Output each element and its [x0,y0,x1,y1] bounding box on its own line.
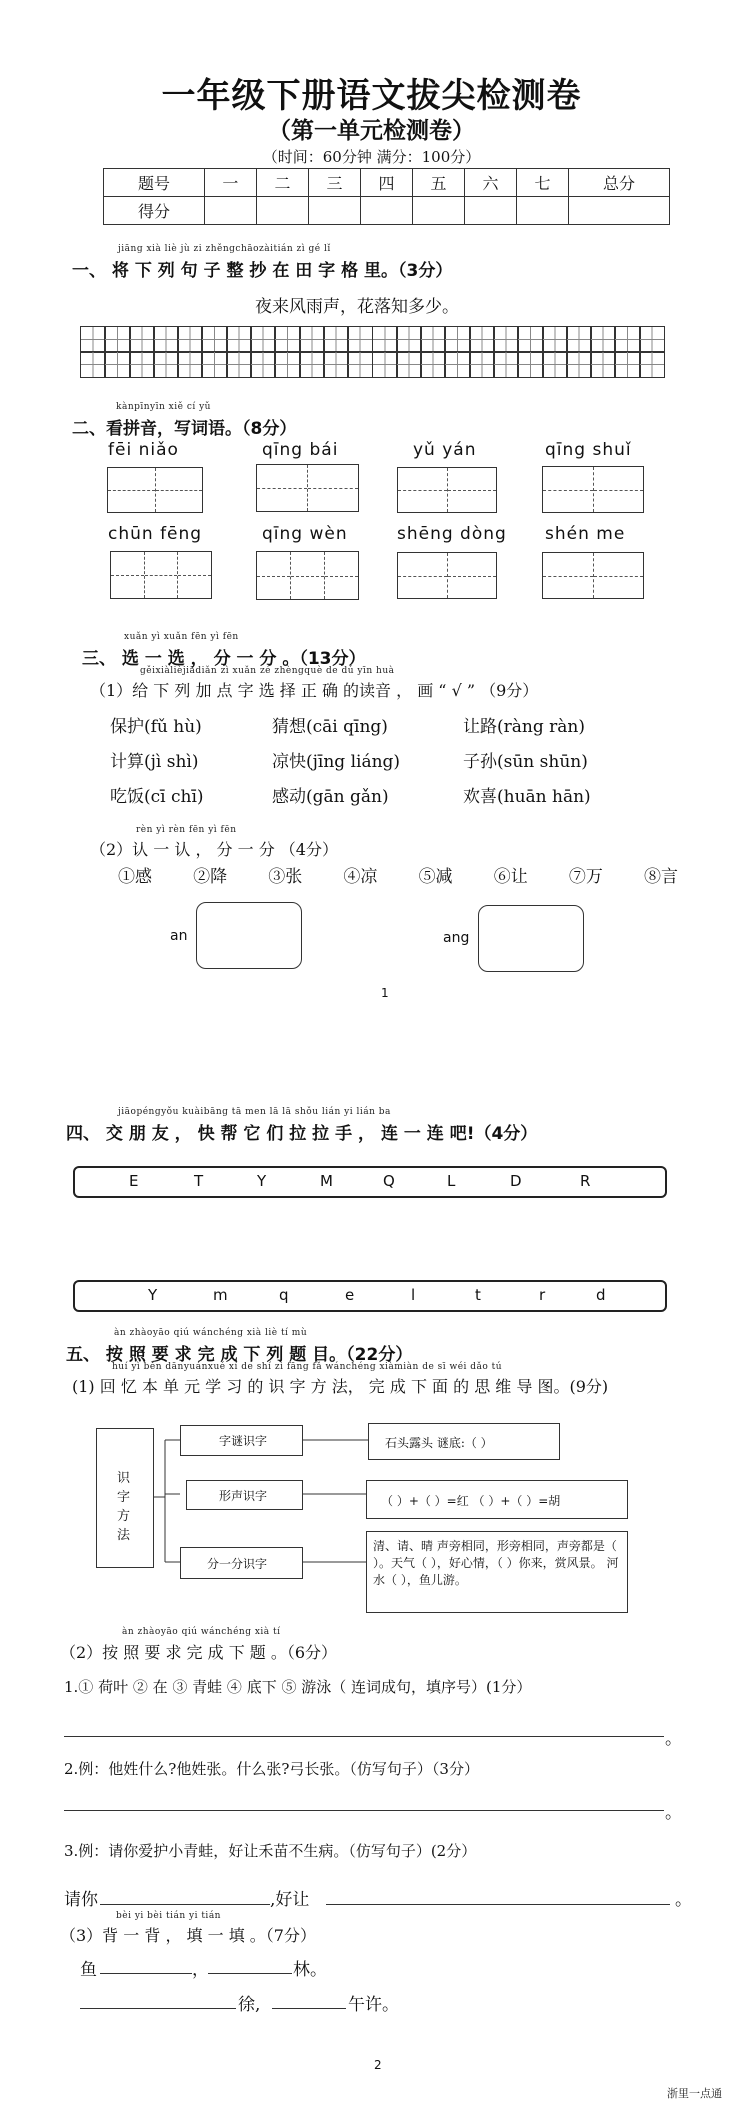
item1-text: 1.① 荷叶 ② 在 ③ 青蛙 ④ 底下 ⑤ 游泳（ 连词成句，填序号）(1分） [64,1678,532,1696]
s4-title: 四、 交 朋 友 ， 快 帮 它 们 拉 拉 手 ， 连 一 连 吧!（4分） [66,1124,538,1144]
character-item: ⑥让 [493,867,528,887]
pinyin-word: qīng wèn [262,524,348,544]
poem-line2-middle: 徐, [238,1995,261,2015]
period: 。 [675,1890,692,1910]
character-item: ④凉 [343,867,378,887]
s1-sentence: 夜来风雨声，花落知多少。 [255,297,459,317]
lowercase-letter[interactable]: q [279,1286,289,1304]
uppercase-letter[interactable]: R [580,1172,591,1190]
mindmap-root-box [96,1428,154,1568]
s3-q1-text: （1）给 下 列 加 点 字 选 择 正 确 的读音 ， 画 “ √ ” （9分） [90,681,539,700]
lowercase-letter[interactable]: m [213,1286,228,1304]
uppercase-letter[interactable]: Y [257,1172,267,1190]
pinyin-word: shēng dòng [397,524,507,544]
s5-pinyin: àn zhàoyāo qiú wánchéng xià liè tí mù [114,1328,308,1338]
answer-line[interactable] [208,1973,292,1974]
character-item: ⑧言 [643,867,678,887]
mindmap-branch-label: 形声识字 [219,1489,268,1503]
pinyin-word: shén me [545,524,626,544]
mindmap-root-label: 识字方法 [117,1471,131,1543]
lowercase-letter[interactable]: Y [148,1286,158,1304]
s1-title: 一、 将 下 列 句 子 整 抄 在 田 字 格 里。（3分） [72,261,453,281]
score-cell: 七 [517,169,569,197]
pinyin-choice[interactable]: 凉快(jīng liáng) [272,752,401,772]
character-item: ①感 [118,867,152,887]
item3-text: 3.例：请你爱护小青蛙，好让禾苗不生病。（仿写句子）(2分） [64,1842,477,1860]
mindmap-answer-box[interactable] [366,1480,628,1519]
pinyin-word: chūn fēng [108,524,203,544]
s3-q2-pinyin: rèn yì rèn fēn yì fēn [136,825,237,835]
answer-line[interactable] [326,1904,670,1905]
mindmap-split-text: 清、请、晴 声旁相同，形旁相同，声旁都是（ ）。天气（ ），好心情，（ ）你来，赏风景。 河水（ ），鱼儿游。 [373,1539,619,1587]
character-item: ⑤减 [418,867,453,887]
mindmap-branch-box [180,1425,303,1456]
mindmap-branch-label: 字谜识字 [219,1434,268,1448]
answer-line[interactable] [100,1973,192,1974]
label-ang: ang [443,930,470,946]
lowercase-letter[interactable]: r [539,1286,546,1304]
uppercase-letter[interactable]: E [129,1172,139,1190]
uppercase-letter[interactable]: T [194,1172,204,1190]
character-item: ⑦万 [568,867,603,887]
score-cell: 二 [256,169,308,197]
s5-q1-text: (1) 回 忆 本 单 元 学 习 的 识 字 方 法， 完 成 下 面 的 思 维 导 图。(9分) [72,1377,609,1396]
poem-line1-comma: ， [192,1960,209,1980]
item2-text: 2.例：他姓什么?他姓张。什么张?弓长张。（仿写句子）（3分） [64,1760,479,1778]
pinyin-word: qīng shuǐ [545,440,632,460]
pinyin-word: qīng bái [262,440,339,460]
label-an: an [170,928,188,944]
mindmap-riddle-text: 石头露头 谜底:（ ） [385,1436,493,1450]
pinyin-choice[interactable]: 感动(gān gǎn) [272,787,389,807]
answer-line[interactable] [100,1904,270,1905]
pinyin-choice[interactable]: 子孙(sūn shūn) [463,752,588,772]
pinyin-word: yǔ yán [413,440,477,460]
character-item: ③张 [268,867,303,887]
mindmap-branch-box [186,1480,303,1510]
mindmap-answer-box[interactable] [368,1423,560,1460]
score-cell: 题号 [104,169,205,197]
pinyin-choice[interactable]: 欢喜(huān hān) [463,787,591,807]
lowercase-letter[interactable]: e [345,1286,355,1304]
s3-q2-text: （2）认 一 认 ， 分 一 分 （4分） [90,840,338,859]
s5-q3-text: （3）背 一 背 ， 填 一 填 。（7分） [60,1926,316,1945]
s5-q1-pinyin: huí yì běn dānyuánxué xí de shí zì fāng fǎ wánchéng xiàmiàn de sī wéi dǎo tú [112,1362,503,1372]
s1-pinyin: jiāng xià liè jù zi zhěngchāozàitián zì gé lǐ [118,244,331,254]
uppercase-letter[interactable]: D [510,1172,522,1190]
time-info: （时间：60分钟 满分：100分） [262,148,481,166]
uppercase-letter[interactable]: Q [383,1172,395,1190]
period: 。 [665,1803,682,1823]
answer-line[interactable] [64,1810,664,1811]
answer-line[interactable] [272,2008,346,2009]
s2-pinyin: kànpīnyīn xiě cí yǔ [116,402,211,412]
score-cell: 总分 [569,169,670,197]
item3-middle: ,好让 [270,1890,310,1910]
s5-title: 五、 按 照 要 求 完 成 下 列 题 目。（22分） [66,1345,413,1365]
exam-title: 一年级下册语文拔尖检测卷 [161,76,582,116]
pinyin-choice[interactable]: 让路(ràng ràn) [463,717,585,737]
poem-line1-start: 鱼 [80,1960,97,1980]
uppercase-letter[interactable]: M [320,1172,333,1190]
uppercase-letter[interactable]: L [447,1172,456,1190]
answer-line[interactable] [64,1736,664,1737]
score-cell: 三 [308,169,360,197]
item3-prefix: 请你 [64,1890,98,1910]
pinyin-word: fēi niǎo [108,440,179,460]
mindmap-branch-label: 分一分识字 [207,1557,268,1571]
mindmap-phonetic-text: （ ）+（ ）=红 （ ）+（ ）=胡 [381,1494,561,1508]
pinyin-choice[interactable]: 猜想(cāi qīng) [272,717,388,737]
score-cell: 一 [204,169,256,197]
mindmap-answer-box[interactable] [366,1531,628,1613]
s3-title: 三、 选 一 选 ， 分 一 分 。（13分） [82,649,366,669]
score-cell: 五 [412,169,464,197]
s5-q3-pinyin: bèi yi bèi tián yi tián [116,1911,221,1921]
poem-line1-end: 林。 [293,1960,327,1980]
page-number: 2 [374,2058,382,2072]
score-cell: 六 [465,169,517,197]
s3-q1-pinyin: gěixiàlièjiādiǎn zì xuǎn zé zhèngquè de dú yīn huà [140,666,395,676]
s5-q2-text: （2）按 照 要 求 完 成 下 题 。（6分） [60,1643,338,1662]
exam-subtitle: （第一单元检测卷） [268,118,475,144]
lowercase-letter[interactable]: d [596,1286,606,1304]
score-row-label: 得分 [104,197,205,225]
s4-pinyin: jiāopéngyǒu kuàibāng tā men lā lā shǒu lián yi lián ba [118,1107,391,1117]
lowercase-letter[interactable]: l [411,1286,416,1304]
s3-pinyin: xuǎn yì xuǎn fēn yì fēn [124,632,239,642]
pinyin-choice[interactable]: 保护(fǔ hù) [110,717,202,737]
period: 。 [665,1729,682,1749]
pinyin-choice[interactable]: 计算(jì shì) [110,752,199,772]
character-item: ②降 [193,867,228,887]
s2-title: 二、看拼音，写词语。（8分） [72,419,297,439]
score-cell: 四 [360,169,412,197]
answer-line[interactable] [80,2008,236,2009]
lowercase-letter[interactable]: t [475,1286,481,1304]
watermark-text: 浙里一点通 [667,2087,722,2100]
poem-line2-end: 午许。 [348,1995,399,2015]
page-number: 1 [381,986,389,1000]
s5-q2-pinyin: àn zhàoyāo qiú wánchéng xià tí [122,1627,281,1637]
pinyin-choice[interactable]: 吃饭(cī chī) [110,787,204,807]
mindmap-branch-box [180,1547,303,1579]
